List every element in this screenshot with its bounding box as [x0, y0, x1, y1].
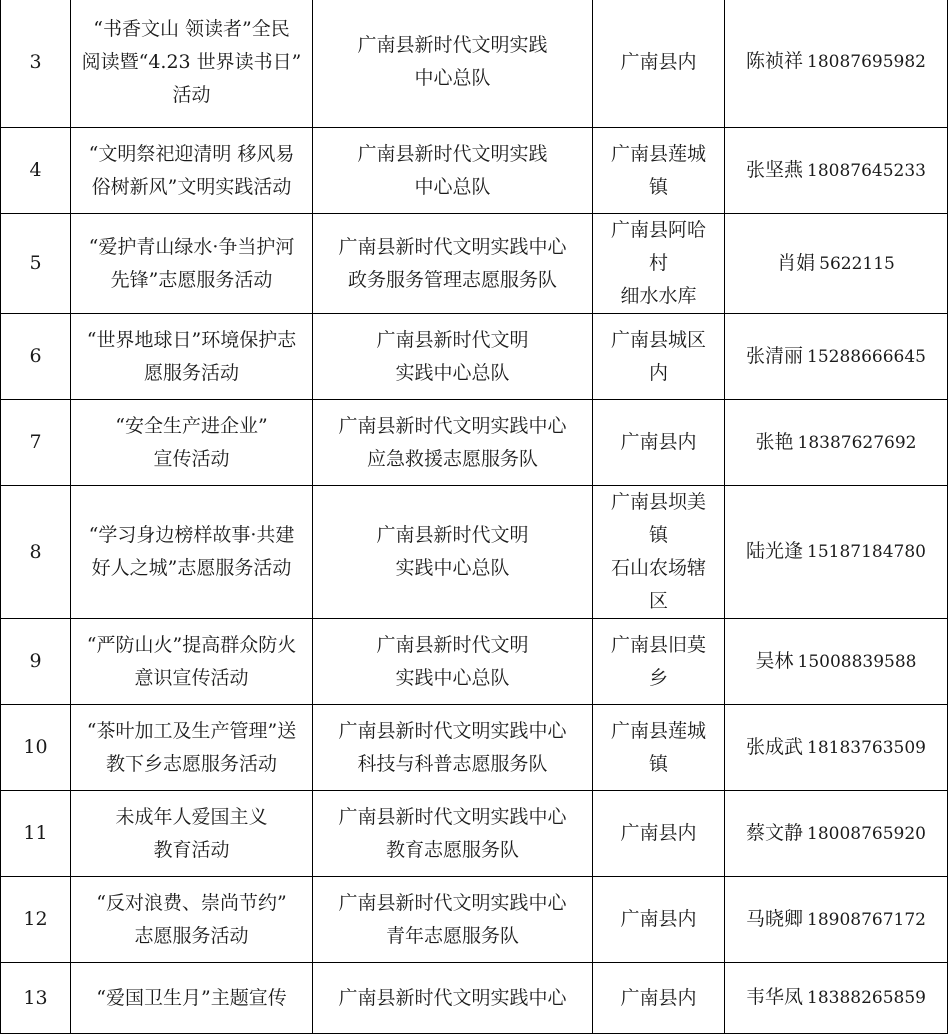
- contact-cell: [725, 791, 948, 877]
- location-line: 广南县莲城镇: [610, 142, 706, 198]
- organizer-cell: [313, 877, 593, 963]
- row-number: 8: [29, 540, 42, 563]
- table-row: [1, 214, 948, 314]
- activity-name-line: “安全生产进企业”: [115, 414, 268, 437]
- row-number: 10: [23, 736, 48, 758]
- activity-name-line: “书香文山 领读者”全民: [93, 17, 290, 40]
- location-cell: [593, 400, 725, 486]
- table-row: [1, 791, 948, 877]
- organizer-line: 中心总队: [414, 67, 491, 89]
- activity-name-line: 教育活动: [153, 838, 230, 861]
- table-row: [1, 963, 948, 1034]
- location-line: 细水水库: [620, 285, 697, 307]
- location-cell: [593, 791, 725, 877]
- activity-name-cell: [71, 314, 313, 400]
- organizer-line: 青年志愿服务队: [385, 924, 519, 947]
- activity-name-cell: [71, 619, 313, 705]
- contact-cell: [725, 128, 948, 214]
- row-number-cell: [1, 314, 71, 400]
- activity-name-line: 未成年人爱国主义: [115, 805, 268, 828]
- contact-name: 张清丽: [746, 344, 804, 367]
- contact-cell: [725, 877, 948, 963]
- table-row: [1, 128, 948, 214]
- organizer-line: 科技与科普志愿服务队: [357, 752, 548, 775]
- contact-name: 陈祯祥: [746, 50, 804, 72]
- activity-name-line: 教下乡志愿服务活动: [105, 752, 277, 775]
- location-line: 广南县城区内: [610, 328, 706, 384]
- organizer-line: 实践中心总队: [395, 666, 510, 689]
- organizer-cell: [313, 400, 593, 486]
- row-number-cell: [1, 0, 71, 128]
- table-row: [1, 877, 948, 963]
- row-number: 6: [29, 345, 42, 367]
- activity-name-cell: [71, 486, 313, 619]
- location-cell: [593, 314, 725, 400]
- activity-name-line: 俗树新风”文明实践活动: [91, 175, 292, 198]
- organizer-line: 政务服务管理志愿服务队: [347, 268, 557, 291]
- activity-name-cell: [71, 400, 313, 486]
- activity-name-cell: [71, 791, 313, 877]
- contact-name: 韦华凤: [746, 986, 804, 1008]
- activity-name-line: “反对浪费、崇尚节约”: [96, 891, 287, 914]
- organizer-line: 教育志愿服务队: [385, 838, 519, 861]
- row-number: 12: [23, 908, 48, 930]
- row-number: 9: [29, 650, 42, 672]
- organizer-line: 广南县新时代文明实践中心: [338, 719, 567, 742]
- contact-name: 蔡文静: [746, 821, 804, 844]
- table-row: [1, 486, 948, 619]
- location-cell: [593, 877, 725, 963]
- location-line: 广南县内: [620, 986, 697, 1009]
- row-number: 13: [23, 986, 48, 1009]
- organizer-cell: [313, 214, 593, 314]
- activity-name-line: 宣传活动: [153, 447, 230, 470]
- contact-cell: [725, 400, 948, 486]
- contact-name: 张艳: [755, 430, 794, 453]
- activity-name-line: “严防山火”提高群众防火: [86, 633, 297, 656]
- location-cell: [593, 214, 725, 314]
- activity-name-line: 志愿服务活动: [134, 924, 249, 947]
- organizer-line: 广南县新时代文明实践中心: [338, 986, 567, 1009]
- location-line: 广南县莲城镇: [610, 719, 706, 775]
- organizer-cell: [313, 128, 593, 214]
- activity-name-line: 活动: [172, 83, 211, 106]
- contact-cell: [725, 486, 948, 619]
- location-line: 石山农场辖区: [610, 557, 706, 612]
- activity-name-line: “世界地球日”环境保护志: [86, 328, 297, 351]
- location-cell: [593, 486, 725, 619]
- location-cell: [593, 128, 725, 214]
- contact-phone: 18087645233: [807, 160, 926, 181]
- activity-name-line: 好人之城”志愿服务活动: [91, 557, 292, 579]
- organizer-line: 广南县新时代文明: [376, 524, 529, 546]
- contact-cell: [725, 963, 948, 1034]
- table-row: [1, 619, 948, 705]
- location-cell: [593, 705, 725, 791]
- location-line: 广南县旧莫乡: [610, 633, 706, 689]
- row-number-cell: [1, 486, 71, 619]
- organizer-line: 广南县新时代文明: [376, 633, 529, 656]
- contact-phone: 18388265859: [807, 988, 926, 1008]
- row-number: 5: [29, 252, 42, 274]
- location-cell: [593, 0, 725, 128]
- organizer-cell: [313, 486, 593, 619]
- contact-cell: [725, 705, 948, 791]
- organizer-cell: [313, 619, 593, 705]
- organizer-line: 实践中心总队: [395, 557, 510, 579]
- contact-name: 陆光逢: [746, 540, 804, 562]
- activity-name-line: “文明祭祀迎清明 移风易: [88, 142, 295, 165]
- location-line: 广南县内: [620, 50, 697, 73]
- contact-phone: 15187184780: [807, 542, 926, 562]
- location-line: 广南县坝美镇: [610, 491, 706, 546]
- organizer-line: 广南县新时代文明: [376, 328, 529, 351]
- row-number-cell: [1, 791, 71, 877]
- contact-name: 马晓卿: [746, 907, 804, 930]
- organizer-line: 实践中心总队: [395, 361, 510, 384]
- contact-phone: 18387627692: [797, 432, 917, 453]
- activity-name-line: “爱护青山绿水·争当护河: [88, 235, 295, 258]
- activity-name-line: 意识宣传活动: [134, 666, 249, 689]
- organizer-line: 应急救援志愿服务队: [366, 447, 538, 470]
- location-line: 广南县内: [620, 908, 697, 930]
- activity-name-line: “茶叶加工及生产管理”送: [86, 719, 297, 742]
- activity-name-cell: [71, 705, 313, 791]
- row-number-cell: [1, 619, 71, 705]
- activity-name-cell: [71, 877, 313, 963]
- organizer-line: 广南县新时代文明实践中心: [338, 805, 567, 828]
- contact-cell: [725, 0, 948, 128]
- contact-phone: 15288666645: [807, 346, 926, 367]
- table-row: [1, 705, 948, 791]
- organizer-cell: [313, 0, 593, 128]
- activity-name-line: “学习身边榜样故事·共建: [88, 524, 295, 546]
- organizer-cell: [313, 314, 593, 400]
- contact-cell: [725, 214, 948, 314]
- contact-phone: 18008765920: [807, 823, 926, 844]
- contact-name: 肖娟: [777, 251, 816, 274]
- contact-phone: 18087695982: [807, 52, 926, 72]
- activity-name-line: “爱国卫生月”主题宣传: [96, 986, 287, 1009]
- organizer-cell: [313, 963, 593, 1034]
- table-row: [1, 314, 948, 400]
- activity-name-cell: [71, 214, 313, 314]
- contact-cell: [725, 619, 948, 705]
- location-line: 广南县内: [620, 822, 697, 844]
- row-number-cell: [1, 214, 71, 314]
- location-cell: [593, 963, 725, 1034]
- contact-phone: 5622115: [819, 253, 895, 274]
- organizer-line: 中心总队: [414, 175, 491, 198]
- organizer-cell: [313, 791, 593, 877]
- row-number: 11: [23, 822, 48, 844]
- organizer-line: 广南县新时代文明实践: [357, 142, 548, 165]
- activity-name-line: 阅读暨“4.23 世界读书日”: [81, 50, 302, 73]
- contact-phone: 15008839588: [797, 651, 917, 672]
- row-number-cell: [1, 128, 71, 214]
- row-number-cell: [1, 963, 71, 1034]
- contact-cell: [725, 314, 948, 400]
- row-number: 4: [29, 159, 42, 181]
- contact-phone: 18908767172: [807, 909, 926, 930]
- organizer-cell: [313, 705, 593, 791]
- row-number: 7: [29, 431, 42, 453]
- location-line: 广南县阿哈村: [610, 219, 706, 274]
- organizer-line: 广南县新时代文明实践中心: [338, 235, 567, 258]
- organizer-line: 广南县新时代文明实践: [357, 34, 548, 56]
- table-row: [1, 0, 948, 128]
- row-number: 3: [29, 50, 42, 73]
- contact-phone: 18183763509: [807, 737, 926, 758]
- location-line: 广南县内: [620, 431, 697, 453]
- organizer-line: 广南县新时代文明实践中心: [338, 891, 567, 914]
- activity-table-body: [1, 0, 948, 1034]
- contact-name: 张坚燕: [746, 158, 804, 181]
- activity-name-cell: [71, 128, 313, 214]
- activity-name-line: 先锋”志愿服务活动: [110, 268, 273, 291]
- table-row: [1, 400, 948, 486]
- row-number-cell: [1, 877, 71, 963]
- contact-name: 吴林: [755, 649, 794, 672]
- row-number-cell: [1, 400, 71, 486]
- activity-name-cell: [71, 0, 313, 128]
- row-number-cell: [1, 705, 71, 791]
- activity-name-line: 愿服务活动: [143, 361, 239, 384]
- contact-name: 张成武: [746, 735, 804, 758]
- organizer-line: 广南县新时代文明实践中心: [338, 414, 567, 437]
- location-cell: [593, 619, 725, 705]
- activity-name-cell: [71, 963, 313, 1034]
